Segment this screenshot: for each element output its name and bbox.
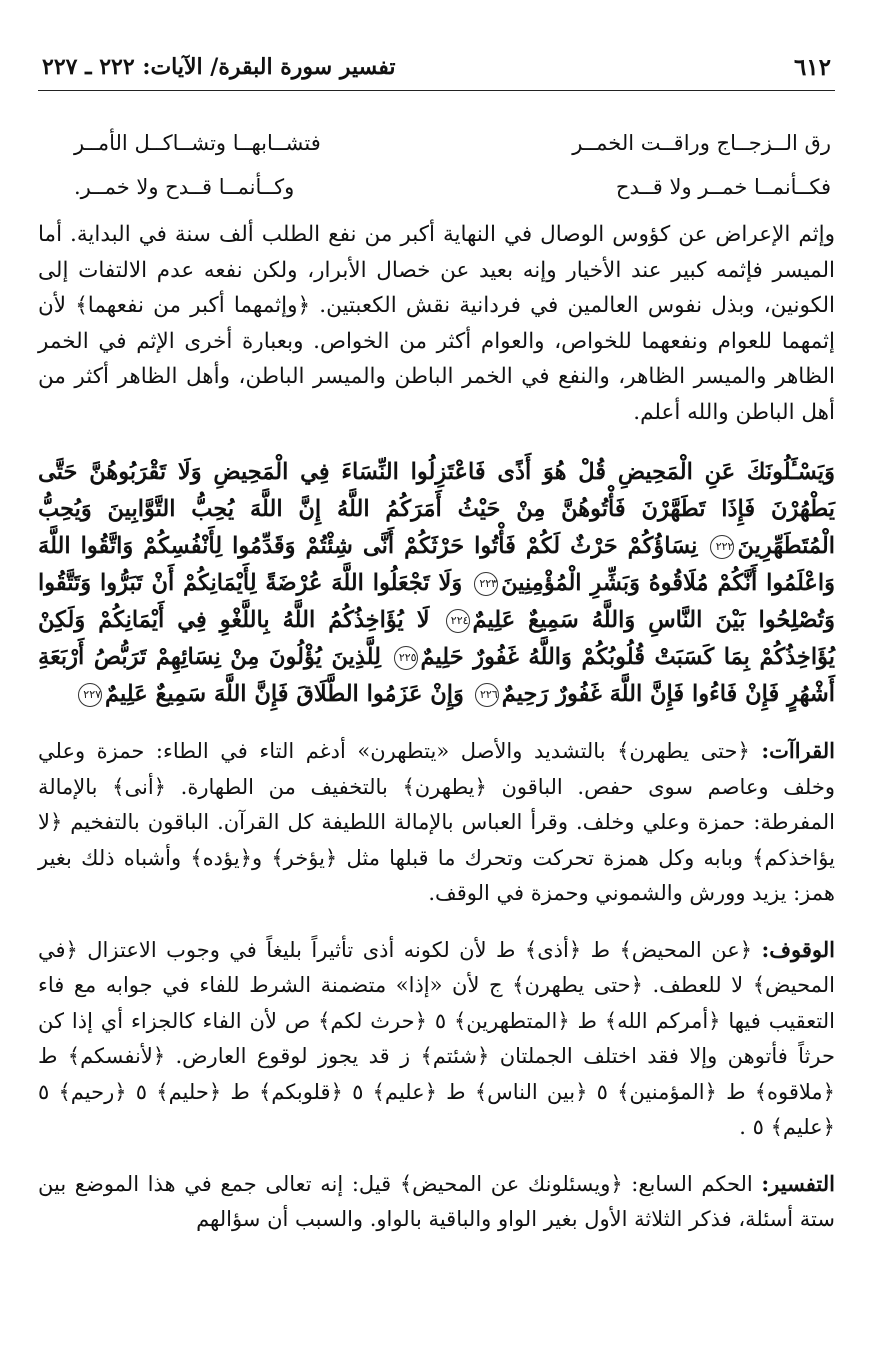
stops-label: الوقوف: xyxy=(761,936,835,962)
page-header xyxy=(38,40,835,91)
quran-ayah: نِسَاؤُكُمْ حَرْثٌ لَكُمْ فَأْتُوا حَرْثَكُمْ أَنَّى شِئْتُمْ وَقَدِّمُوا لِأَنْفُسِكُمْ وَاتَّقُوا اللَّهَ وَاعْلَمُوا أَنَّكُمْ مُلَاقُوهُ وَبَشِّرِ الْمُؤْمِنِينَ xyxy=(38,533,835,596)
ayah-number-marker: ٢٢٦ xyxy=(475,683,499,707)
quran-ayah: لِلَّذِينَ يُؤْلُونَ مِنْ نِسَائِهِمْ تَرَبُّصُ أَرْبَعَةِ أَشْهُرٍ فَإِنْ فَاءُوا فَإِنَّ اللَّهَ غَفُورٌ رَحِيمٌ xyxy=(38,644,835,707)
ayah-number-marker: ٢٢٥ xyxy=(394,646,418,670)
quran-ayah: وَإِنْ عَزَمُوا الطَّلَاقَ فَإِنَّ اللَّهَ سَمِيعٌ عَلِيمٌ xyxy=(105,681,464,707)
readings-text: ﴿حتى يطهرن﴾ بالتشديد والأصل «يتطهرن» أدغم التاء في الطاء: حمزة وعلي وخلف وعاصم سوى حفص. الباقون ﴿يطهرن﴾ بالتخفيف من الطهارة. ﴿أنى﴾ بالإمالة المفرطة: حمزة وعلي وخلف. وقرأ العباس بالإمالة اللطيفة كل القرآن. الباقون بالتفخيم ﴿لا يؤاخذكم﴾ وبابه وكل همزة تحركت وتحرك ما قبلها مثل ﴿يؤخر﴾ و﴿يؤده﴾ وأشباه ذلك بغير همز: يزيد وورش والشموني وحمزة في الوقف. xyxy=(38,739,835,905)
stops-text: ﴿عن المحيض﴾ ط ﴿أذى﴾ ط لأن لكونه أذى تأثيراً بليغاً في وجوب الاعتزال ﴿في المحيض﴾ لا للعطف. ﴿حتى يطهرن﴾ ج لأن «إذا» متضمنة الشرط للفاء في جوابه مع فاء التعقيب فيها ﴿أمركم الله﴾ ط ﴿المتطهرين﴾ ٥ ﴿حرث لكم﴾ ص لأن الفاء كالجزاء أي إذا كن حرثاً فأتوهن وإلا فقد اختلف الجملتان ﴿شئتم﴾ ز قد يجوز لوقوع العارض. ﴿لأنفسكم﴾ ط ﴿ملاقوه﴾ ط ﴿المؤمنين﴾ ٥ ﴿بين الناس﴾ ط ﴿عليم﴾ ٥ ﴿قلوبكم﴾ ط ﴿حليم﴾ ٥ ﴿رحيم﴾ ٥ ﴿عليم﴾ ٥ . xyxy=(38,937,835,1139)
poem-verse xyxy=(38,121,835,165)
book-page xyxy=(38,40,835,1238)
ayah-number-marker: ٢٢٤ xyxy=(446,609,470,633)
quran-ayah: وَيَسْـَٔلُونَكَ عَنِ الْمَحِيضِ قُلْ هُوَ أَذًى فَاعْتَزِلُوا النِّسَاءَ فِي الْمَحِيضِ وَلَا تَقْرَبُوهُنَّ حَتَّى يَطْهُرْنَ فَإِذَا تَطَهَّرْنَ فَأْتُوهُنَّ مِنْ حَيْثُ أَمَرَكُمُ اللَّهُ إِنَّ اللَّهَ يُحِبُّ التَّوَّابِينَ وَيُحِبُّ الْمُتَطَهِّرِينَ xyxy=(38,459,835,559)
quran-ayah: لَا يُؤَاخِذُكُمُ اللَّهُ بِاللَّغْوِ فِي أَيْمَانِكُمْ وَلَكِنْ يُؤَاخِذُكُمْ بِمَا كَسَبَتْ قُلُوبُكُمْ وَاللَّهُ غَفُورٌ حَلِيمٌ xyxy=(38,607,835,670)
poem xyxy=(38,121,835,209)
poem-verse xyxy=(38,165,835,209)
quran-ayah: وَلَا تَجْعَلُوا اللَّهَ عُرْضَةً لِأَيْمَانِكُمْ أَنْ تَبَرُّوا وَتَتَّقُوا وَتُصْلِحُوا بَيْنَ النَّاسِ وَاللَّهُ سَمِيعٌ عَلِيمٌ xyxy=(38,570,836,633)
commentary-paragraph: وإثم الإعراض عن كؤوس الوصال في النهاية أكبر من نفع الطلب ألف سنة في البداية. أما الميسر فإثمه كبير عند الأخيار وإنه بعيد عن خصال الأبرار، ولكن نفعه عدم الالتفات إلى الكونين، وبذل نفوس العالمين في فردانية نقش الكعبتين. ﴿وإثمهما أكبر من نفعهما﴾ لأن إثمهما للعوام ونفعهما للخواص، والعوام أكثر من الخواص. وبعبارة أخرى الإثم في الخمر الظاهر والميسر الظاهر، والنفع في الخمر الباطن والميسر الباطن، وأهل الظاهر أكثر من أهل الباطن والله أعلم. xyxy=(38,222,835,425)
tafsir-section xyxy=(38,1166,835,1238)
hemistich-right: فكــأنمــا خمــر ولا قــدح xyxy=(615,175,831,199)
running-title: تفسير سورة البقرة/ الآيات: ٢٢٢ ـ ٢٢٧ xyxy=(42,54,396,80)
page-number: ٦١٢ xyxy=(793,54,831,81)
ayah-number-marker: ٢٢٧ xyxy=(78,683,102,707)
tafsir-text: الحكم السابع: ﴿ويسئلونك عن المحيض﴾ قيل: إنه تعالى جمع في هذا الموضع بين ستة أسئلة، فذكر الثلاثة الأول بغير الواو والباقية بالواو. والسبب أن سؤالهم xyxy=(38,1171,835,1231)
ayah-number-marker: ٢٢٢ xyxy=(710,535,734,559)
tafsir-label: التفسير: xyxy=(761,1170,835,1196)
readings-section xyxy=(38,733,835,912)
quran-verses xyxy=(38,454,835,713)
stops-section xyxy=(38,932,835,1146)
hemistich-left: فتشــابهــا وتشــاكــل الأمــر xyxy=(74,131,321,155)
ayah-number-marker: ٢٢٣ xyxy=(474,572,498,596)
hemistich-right: رق الــزجــاج وراقــت الخمــر xyxy=(572,131,831,155)
readings-label: القراآت: xyxy=(761,738,835,763)
hemistich-left: وكــأنمــا قــدح ولا خمــر. xyxy=(74,175,295,199)
